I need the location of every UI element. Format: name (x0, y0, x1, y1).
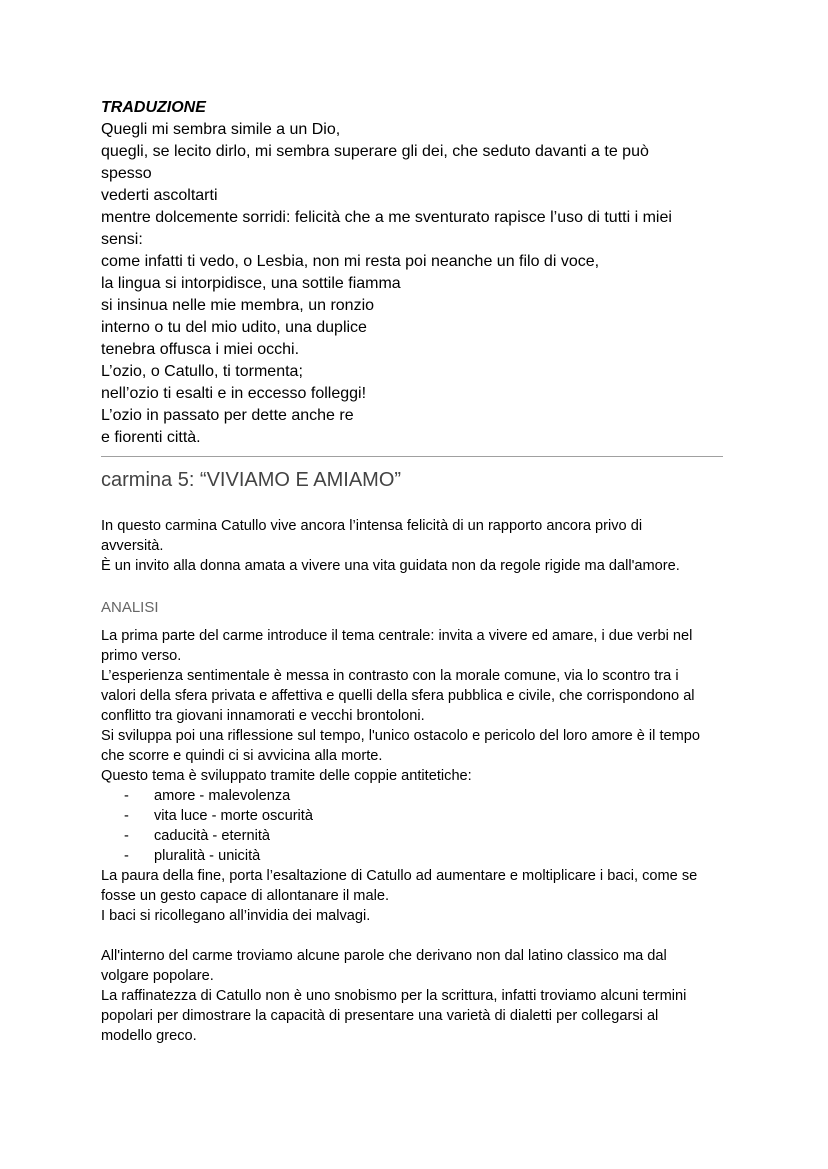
analisi-heading: ANALISI (101, 599, 159, 616)
traduzione-line: e fiorenti città. (101, 429, 201, 446)
traduzione-line: quegli, se lecito dirlo, mi sembra superare gli dei, che seduto davanti a te può (101, 143, 649, 160)
closing-line: La raffinatezza di Catullo non è uno snobismo per la scrittura, infatti troviamo alcuni termini (101, 988, 687, 1004)
document-page (101, 97, 741, 1046)
list-item-text: amore - malevolenza (154, 788, 291, 804)
traduzione-line: si insinua nelle mie membra, un ronzio (101, 297, 375, 314)
traduzione-line: L’ozio, o Catullo, ti tormenta; (101, 363, 303, 380)
horizontal-divider (101, 456, 723, 457)
analisi-line: I baci si ricollegano all’invidia dei malvagi. (101, 908, 371, 924)
traduzione-line: sensi: (101, 231, 143, 248)
traduzione-line: mentre dolcemente sorridi: felicità che a me sventurato rapisce l’uso di tutti i miei (101, 209, 672, 226)
closing-line: modello greco. (101, 1028, 197, 1044)
list-item-text: caducità - eternità (154, 828, 271, 844)
list-item-text: vita luce - morte oscurità (154, 808, 313, 824)
analisi-line: fosse un gesto capace di allontanare il male. (101, 888, 389, 904)
analisi-line: L’esperienza sentimentale è messa in contrasto con la morale comune, via lo scontro tra i (101, 668, 679, 684)
paragraph-gap (101, 926, 741, 946)
traduzione-line: la lingua si intorpidisce, una sottile fiamma (101, 275, 401, 292)
intro-line: avversità. (101, 538, 164, 554)
traduzione-line: nell’ozio ti esalti e in eccesso folleggi! (101, 385, 367, 402)
traduzione-line: L’ozio in passato per dette anche re (101, 407, 354, 424)
list-item (101, 826, 741, 846)
intro-line: In questo carmina Catullo vive ancora l’intensa felicità di un rapporto ancora privo di (101, 518, 643, 534)
list-item (101, 806, 741, 826)
traduzione-line: interno o tu del mio udito, una duplice (101, 319, 367, 336)
analisi-line: valori della sfera privata e affettiva e quelli della sfera pubblica e civile, che corrispondono al (101, 688, 695, 704)
section-title: carmina 5: “VIVIAMO E AMIAMO” (101, 469, 402, 491)
analisi-line: La prima parte del carme introduce il tema centrale: invita a vivere ed amare, i due verbi nel (101, 628, 693, 644)
list-item (101, 786, 741, 806)
intro-line: È un invito alla donna amata a vivere una vita guidata non da regole rigide ma dall'amore. (101, 558, 680, 574)
closing-line: volgare popolare. (101, 968, 214, 984)
closing-line: popolari per dimostrare la capacità di presentare una varietà di dialetti per collegarsi al (101, 1008, 659, 1024)
bullet-dash: - (124, 808, 129, 824)
intro-paragraph (101, 516, 741, 576)
antithesis-list (101, 786, 741, 866)
traduzione-line: tenebra offusca i miei occhi. (101, 341, 300, 358)
analisi-text (101, 626, 741, 1046)
analisi-line: conflitto tra giovani innamorati e vecchi brontoloni. (101, 708, 425, 724)
traduzione-line: Quegli mi sembra simile a un Dio, (101, 121, 341, 138)
traduzione-line: come infatti ti vedo, o Lesbia, non mi resta poi neanche un filo di voce, (101, 253, 600, 270)
analisi-line: Questo tema è sviluppato tramite delle coppie antitetiche: (101, 768, 472, 784)
traduzione-line: vederti ascoltarti (101, 187, 218, 204)
bullet-dash: - (124, 788, 129, 804)
closing-line: All'interno del carme troviamo alcune parole che derivano non dal latino classico ma dal (101, 948, 667, 964)
analisi-line: La paura della fine, porta l’esaltazione di Catullo ad aumentare e moltiplicare i baci, come se (101, 868, 698, 884)
traduzione-line: spesso (101, 165, 152, 182)
analisi-line: Si sviluppa poi una riflessione sul tempo, l'unico ostacolo e pericolo del loro amore è il tempo (101, 728, 701, 744)
list-item (101, 846, 741, 866)
bullet-dash: - (124, 828, 129, 844)
list-item-text: pluralità - unicità (154, 848, 261, 864)
analisi-line: che scorre e quindi ci si avvicina alla morte. (101, 748, 383, 764)
analisi-line: primo verso. (101, 648, 182, 664)
traduzione-heading: TRADUZIONE (101, 99, 206, 116)
bullet-dash: - (124, 848, 129, 864)
traduzione-text (101, 119, 741, 449)
